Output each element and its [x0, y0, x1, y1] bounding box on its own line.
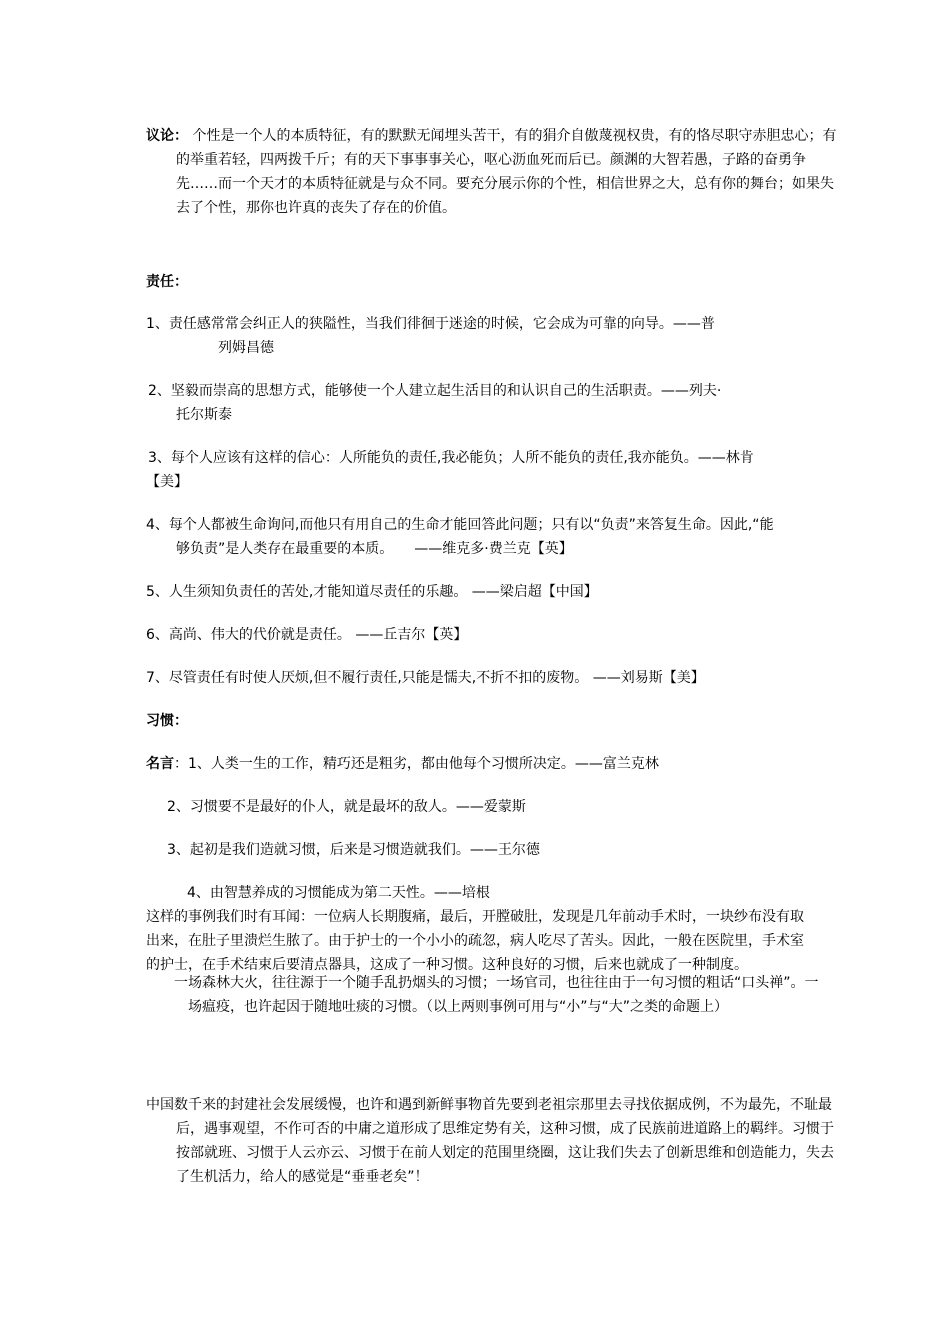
quote-line: 4、每个人都被生命询问,而他只有用自己的生命才能回答此问题；只有以“负责”来答复生命。因此,“能 [146, 517, 774, 533]
habit-quote-3: 3、起初是我们造就习惯，后来是习惯造就我们。——王尔德 [167, 842, 540, 858]
responsibility-quote-3 [148, 446, 828, 494]
habit-quote-4: 4、由智慧养成的习惯能成为第二天性。——培根 [187, 885, 490, 901]
quote-line: 3、每个人应该有这样的信心：人所能负的责任,我必能负；人所不能负的责任,我亦能负。——林肯 [148, 450, 754, 466]
habit-example-2: 一场森林大火，往往源于一个随手乱扔烟头的习惯；一场官司，也往往由于一句习惯的粗话“口头禅”。一场瘟疫，也许起因于随地吐痰的习惯。（以上两则事例可用与“小”与“大”之类的命题上） [174, 975, 819, 1015]
quote-line-cont: 列姆昌德 [218, 340, 274, 356]
responsibility-quote-5: 5、人生须知负责任的苦处,才能知道尽责任的乐趣。 ——梁启超【中国】 [146, 584, 598, 600]
habit-heading: 习惯： [146, 713, 188, 729]
quote-line-cont: 够负责”是人类存在最重要的本质。 ——维克多·费兰克【英】 [176, 541, 573, 557]
responsibility-quote-7: 7、尽管责任有时使人厌烦,但不履行责任,只能是懦夫,不折不扣的废物。 ——刘易斯【美】 [146, 670, 705, 686]
argument-text: 个性是一个人的本质特征，有的默默无闻埋头苦干，有的狷介自傲蔑视权贵，有的恪尽职守赤胆忠心；有的举重若轻，四两拨千斤；有的天下事事事关心，呕心沥血死而后已。颜渊的大智若愚，子路的奋勇争先……而一个天才的本质特征就是与众不同。要充分展示你的个性，相信世界之大，总有你的舞台；如果失去了个性，那你也许真的丧失了存在的价值。 [176, 128, 837, 216]
responsibility-quote-1 [146, 312, 826, 360]
quotes-label: 名言 [146, 756, 174, 772]
argument-label: 议论： [146, 128, 188, 144]
habit-quote-2: 2、习惯要不是最好的仆人，就是最坏的敌人。——爱蒙斯 [167, 799, 526, 815]
quote-line: 2、坚毅而崇高的思想方式，能够使一个人建立起生活目的和认识自己的生活职责。——列夫· [148, 383, 722, 399]
responsibility-quote-2 [148, 379, 828, 427]
habit-quote-1 [146, 752, 659, 776]
quote-text: ：1、人类一生的工作，精巧还是粗劣，都由他每个习惯所决定。——富兰克林 [174, 756, 659, 772]
quote-line: 1、责任感常常会纠正人的狭隘性，当我们徘徊于迷途的时候，它会成为可靠的向导。——普 [146, 316, 715, 332]
quote-line-cont: 托尔斯泰 [176, 407, 232, 423]
argument-paragraph [146, 124, 842, 220]
habit-example-1: 这样的事例我们时有耳闻：一位病人长期腹痛，最后，开膛破肚，发现是几年前动手术时，一块纱布没有取出来，在肚子里溃烂生脓了。由于护士的一个小小的疏忽，病人吃尽了苦头。因此，一般在医院里，手术室的护士，在手术结束后要清点器具，这成了一种习惯。这种良好的习惯，后来也就成了一种制度。 [146, 909, 804, 973]
responsibility-heading: 责任： [146, 274, 188, 290]
responsibility-quote-4 [146, 513, 826, 561]
responsibility-quote-6: 6、高尚、伟大的代价就是责任。 ——丘吉尔【英】 [146, 627, 468, 643]
quote-line-cont: 【美】 [146, 474, 188, 490]
habit-example-3: 中国数千来的封建社会发展缓慢，也许和遇到新鲜事物首先要到老祖宗那里去寻找依据成例，不为最先，不耻最后，遇事观望，不作可否的中庸之道形成了思维定势有关，这种习惯，成了民族前进道路上的羁绊。习惯于按部就班、习惯于人云亦云、习惯于在前人划定的范围里绕圈，这让我们失去了创新思维和创造能力，失去了生机活力，给人的感觉是“垂垂老矣”！ [146, 1097, 834, 1185]
